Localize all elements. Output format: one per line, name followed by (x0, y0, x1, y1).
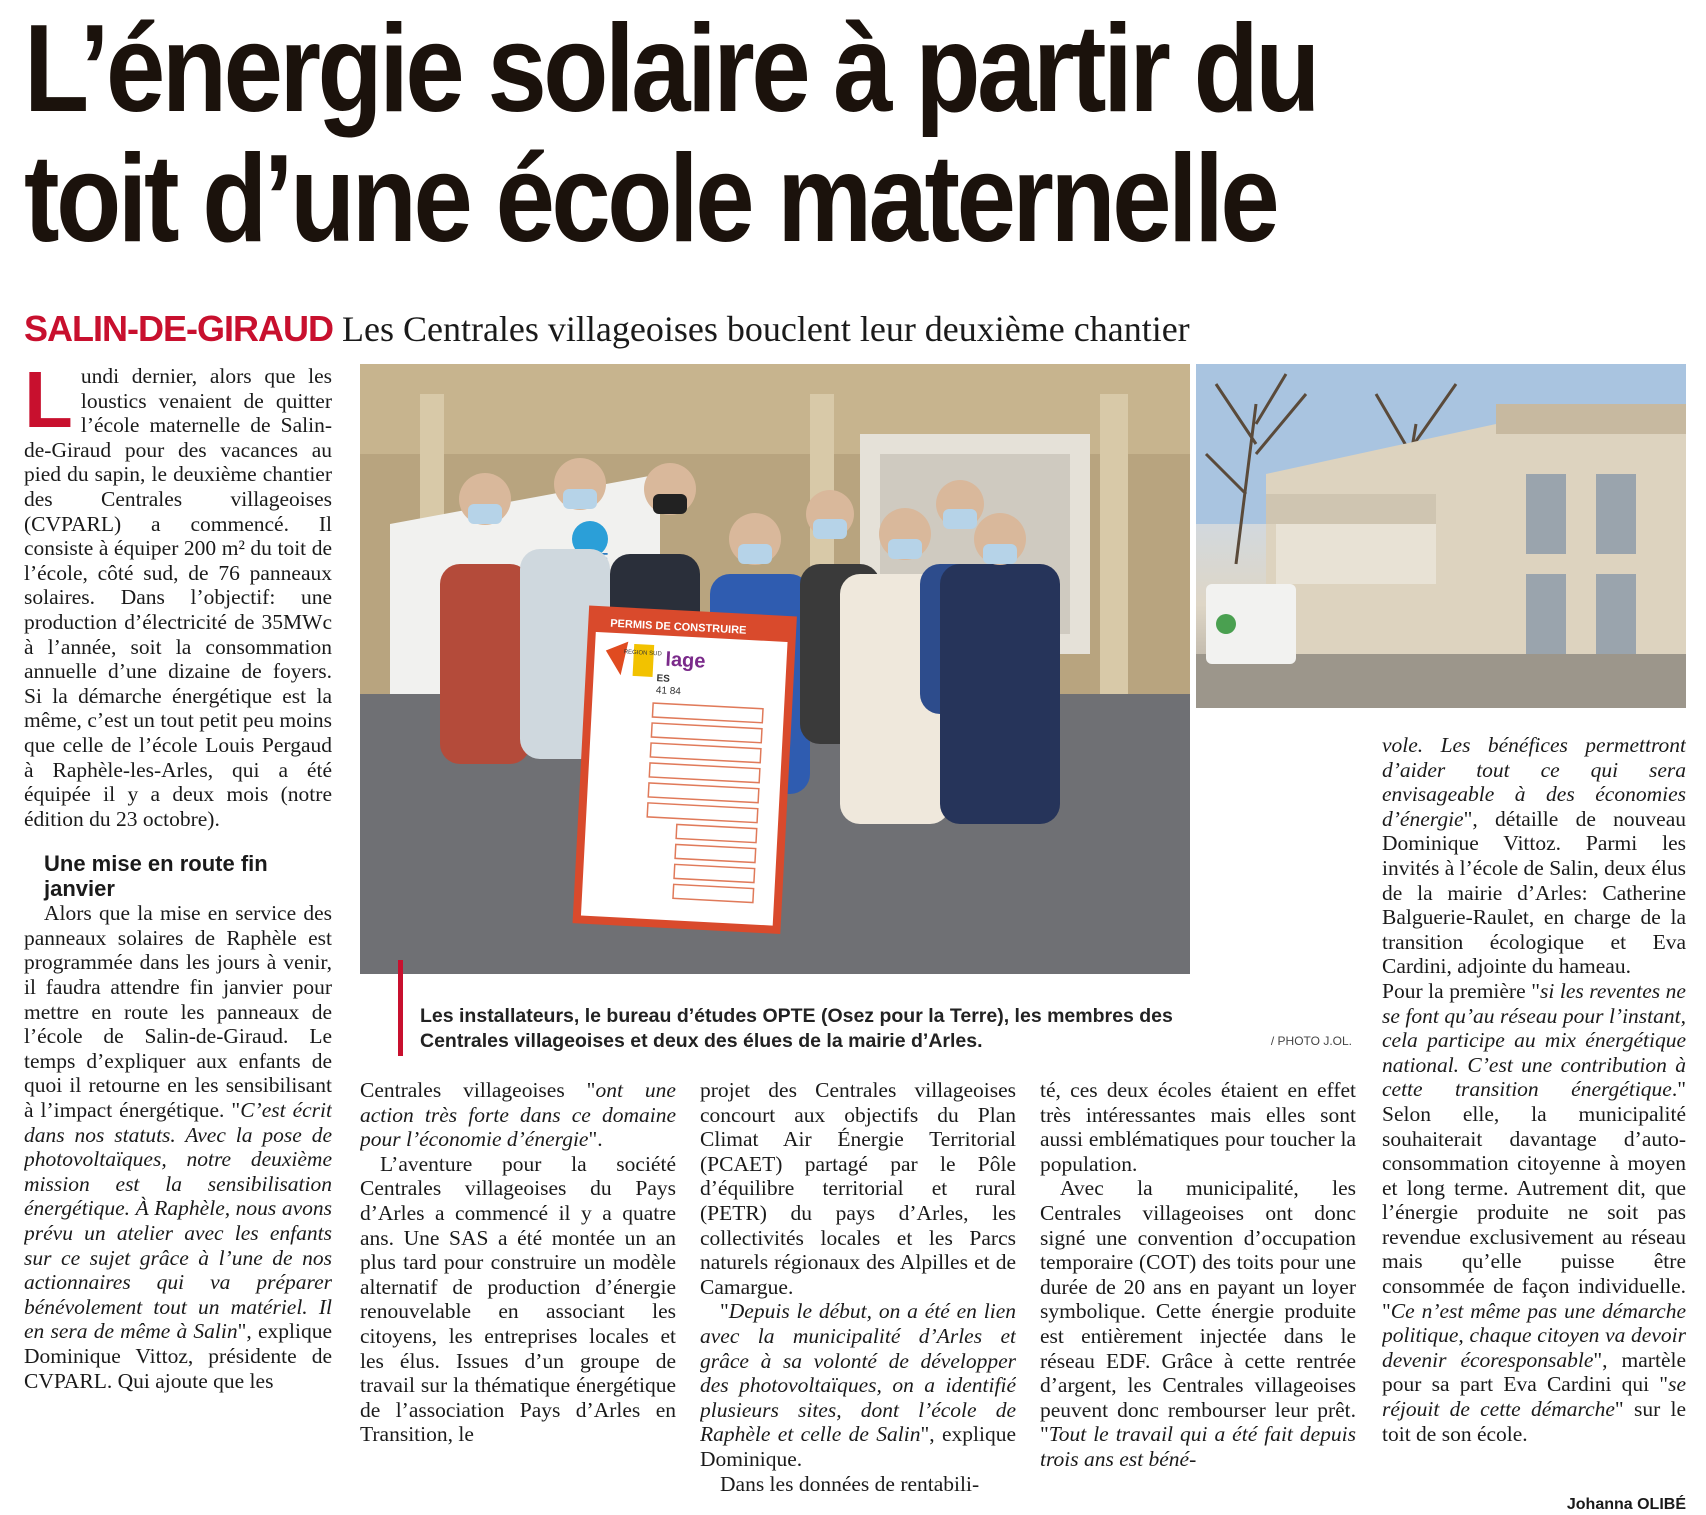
text-run: Centrales villageoises " (360, 1078, 596, 1102)
text-run: " (720, 1299, 729, 1324)
drop-cap: L (24, 364, 73, 444)
main-photo (360, 364, 1190, 974)
author-signature: Johanna OLIBÉ (1566, 1496, 1686, 1513)
article-column-1 (24, 364, 332, 1504)
text-run: Alors que la mise en service des panneaux solaires de Raphèle est programmée dans les jours à venir, il faudra attendre fin janvier pour mettre en route les panneaux de l’école de Salin-de-Giraud. Le temps d’expliquer aux enfants de quoi il retourne en les sensibilisant à l’impact énergétique. " (24, 901, 332, 1123)
quote-run: se réjouit de cette démarche (1382, 1372, 1686, 1422)
text-run: ", martèle pour sa part Eva Cardini qui " (1382, 1347, 1686, 1397)
side-photo-illustration (1196, 364, 1686, 708)
paragraph: L’aventure pour la société Centrales villageoises du Pays d’Arles a commencé il y a quatre ans. Une SAS a été montée un an plus tard pour construire un modèle alternatif de production d’énergie renouvelable en associant les citoyens, les entreprises locales et les élus. Issues d’un groupe de travail sur la thématique énergétique de l’association Pays d’Arles en Transition, le (360, 1151, 676, 1447)
sign-logo-2: ES (656, 673, 671, 685)
paragraph (1382, 979, 1686, 1446)
quote-run: vole. Les bénéfices permettront d’aider tout ce qui sera envisageable à des économies d’énergie (1382, 733, 1686, 831)
text-run: ", explique Dominique Vittoz, présidente de CVPARL. Qui ajoute que les (24, 1319, 332, 1393)
headline-line-1: L’énergie solaire à partir du (24, 0, 1317, 138)
headline (24, 0, 1452, 268)
article-column-2 (360, 1078, 676, 1498)
text-run: Avec la municipalité, les Centrales villageoises ont donc signé une convention d’occupation temporaire (COT) des toits pour une durée de 20 ans en payant un loyer symbolique. Cette énergie produite est entièrement injectée dans le réseau EDF. Grâce à cette rentrée d’argent, les Centrales villageoises peuvent donc rembourser leur prêt. " (1040, 1176, 1356, 1447)
article-column-3 (700, 1078, 1016, 1498)
article-column-4 (1040, 1078, 1356, 1498)
paragraph (360, 1078, 676, 1152)
quote-run: C’est écrit dans nos statuts. Avec la pose de photovoltaïques, notre deuxième mission est la sensibilisation énergétique. À Raphèle, nous avons prévu un atelier avec les enfants sur ce sujet grâce à l’une de nos actionnaires qui va préparer bénévolement tout un matériel. Il en sera de même à Salin (24, 1098, 332, 1344)
paragraph: Dans les données de rentabili- (720, 1471, 980, 1496)
text-run: Pour la première " (1382, 978, 1540, 1003)
caption-accent-bar (398, 960, 403, 1056)
paragraph: projet des Centrales villageoises concourt aux objectifs du Plan Climat Air Énergie Territorial (PCAET) partagé par le Pôle d’équilibre territorial et rural (PETR) du pays d’Arles, les collectivités locales et les Parcs naturels régionaux des Alpilles et de Camargue. (700, 1078, 1016, 1299)
photo-credit: / PHOTO J.OL. (1270, 1034, 1352, 1048)
paragraph (1382, 733, 1686, 979)
side-photo (1196, 364, 1686, 708)
text-run: ." Selon elle, la municipalité souhaiterait davantage d’auto-consommation citoyenne à moyen et long terme. Autrement dit, que l’énergie produite ne soit pas revendue exclusivement au réseau mais qu’elle puisse être consommée de façon individuelle. " (1382, 1077, 1686, 1323)
sign-title: PERMIS DE CONSTRUIRE (609, 617, 747, 637)
text-run: ", explique Dominique. (700, 1422, 1016, 1471)
sign-logo-3: 41 84 (655, 685, 682, 698)
paragraph: té, ces deux écoles étaient en effet très intéressantes mais elles sont aussi emblématiques pour toucher la population. (1040, 1078, 1356, 1176)
deck: Les Centrales villageoises bouclent leur deuxième chantier (341, 309, 1190, 349)
main-photo-illustration (360, 364, 1190, 974)
photo-caption: Les installateurs, le bureau d’études OPTE (Osez pour la Terre), les membres des Centrales villageoises et deux des élues de la mairie d’Arles. (420, 1005, 1173, 1052)
section-subhead: Une mise en route fin janvier (44, 851, 268, 902)
quote-run: Tout le travail qui a été fait depuis trois ans est béné- (1040, 1422, 1356, 1471)
intro-paragraph: undi dernier, alors que les loustics venaient de quitter l’école maternelle de Salin-de-Giraud pour des vacances au pied du sapin, le deuxième chantier des Centrales villageoises (CVPARL) a commencé. Il consiste à équiper 200 m² du toit de l’école, côté sud, de 76 panneaux solaires. Dans l’objectif: une production d’électricité de 35MWc à l’année, soit la consommation annuelle d’une dizaine de foyers. Si la démarche énergétique est la même, c’est un tout petit peu moins que celle de l’école Louis Pergaud à Raphèle-les-Arles, qui a été équipée il y a deux mois (notre édition du 23 octobre). (24, 364, 332, 831)
paragraph (24, 901, 332, 1393)
quote-run: Depuis le début, on a été en lien avec la municipalité d’Arles et grâce à sa volonté de développer des photovoltaïques, on a identifié plusieurs sites, dont l’école de Raphèle et celle de Salin (700, 1299, 1016, 1447)
headline-line-2: toit d’une école maternelle (24, 130, 1277, 268)
location-kicker: SALIN-DE-GIRAUD (24, 308, 333, 349)
text-run: ". (588, 1127, 603, 1152)
text-run: " sur le toit de son école. (1382, 1397, 1686, 1446)
article-column-5 (1382, 733, 1686, 1493)
sign-region: REGION SUD (623, 649, 662, 658)
quote-run: ont une action très forte dans ce domaine pour l’économie d’énergie (360, 1078, 676, 1152)
paragraph (700, 1299, 1016, 1471)
subheading (24, 306, 1684, 352)
sign-logo-1: lage (664, 648, 707, 673)
quote-run: si les reventes ne se font qu’au réseau pour l’instant, cela participe au mix énergétique national. C’est une contribution à cette transition énergétique (1382, 978, 1686, 1102)
text-run: ", détaille de nouveau Dominique Vittoz. Parmi les invités à l’école de Salin, deux élus de la mairie d’Arles: Catherine Balguerie-Raulet, en charge de la transition écologique et Eva Cardini, adjointe du hameau. (1382, 806, 1686, 979)
quote-run: Ce n’est même pas une démarche politique, chaque citoyen va devoir devenir écoresponsable (1382, 1298, 1686, 1372)
paragraph (1040, 1176, 1356, 1471)
